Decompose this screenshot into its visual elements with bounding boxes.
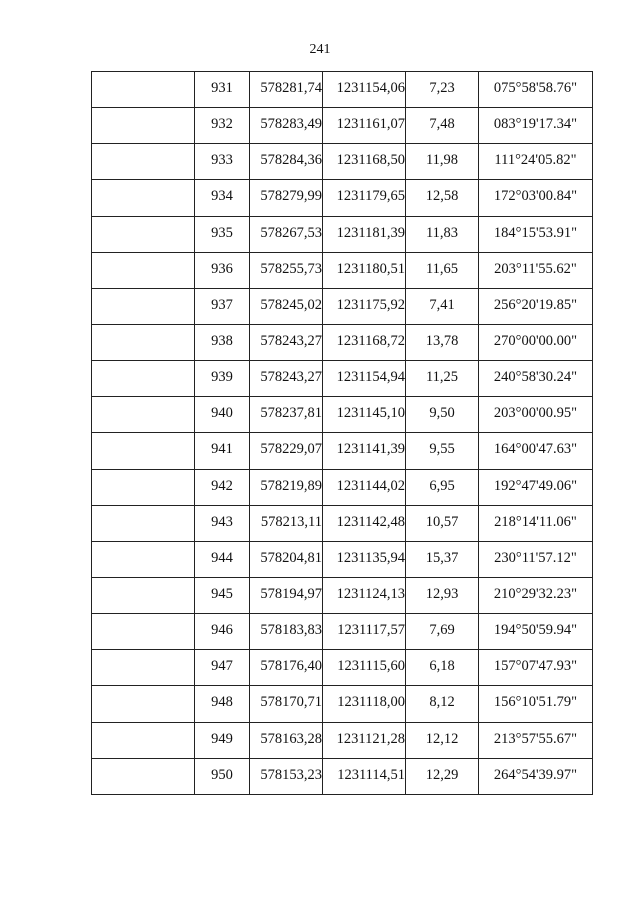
point-number-cell: 941 — [195, 433, 250, 469]
y-coordinate-cell: 1231181,39 — [323, 216, 406, 252]
x-coordinate-cell: 578283,49 — [250, 108, 323, 144]
table-row — [92, 288, 593, 324]
y-coordinate-cell: 1231114,51 — [323, 758, 406, 794]
y-coordinate-cell: 1231117,57 — [323, 614, 406, 650]
y-coordinate-cell: 1231180,51 — [323, 252, 406, 288]
y-coordinate-cell: 1231154,06 — [323, 72, 406, 108]
direction-angle-cell: 184°15'53.91" — [479, 216, 593, 252]
table-row — [92, 397, 593, 433]
empty-cell — [92, 541, 195, 577]
direction-angle-cell: 240°58'30.24" — [479, 361, 593, 397]
point-number-cell: 942 — [195, 469, 250, 505]
table-row — [92, 324, 593, 360]
distance-cell: 12,29 — [406, 758, 479, 794]
direction-angle-cell: 230°11'57.12" — [479, 541, 593, 577]
direction-angle-cell: 264°54'39.97" — [479, 758, 593, 794]
table-row — [92, 252, 593, 288]
distance-cell: 11,83 — [406, 216, 479, 252]
empty-cell — [92, 108, 195, 144]
direction-angle-cell: 164°00'47.63" — [479, 433, 593, 469]
direction-angle-cell: 270°00'00.00" — [479, 324, 593, 360]
x-coordinate-cell: 578237,81 — [250, 397, 323, 433]
direction-angle-cell: 111°24'05.82" — [479, 144, 593, 180]
point-number-cell: 932 — [195, 108, 250, 144]
distance-cell: 12,58 — [406, 180, 479, 216]
table-row — [92, 144, 593, 180]
x-coordinate-cell: 578229,07 — [250, 433, 323, 469]
point-number-cell: 950 — [195, 758, 250, 794]
coordinates-table — [91, 71, 593, 795]
direction-angle-cell: 083°19'17.34" — [479, 108, 593, 144]
point-number-cell: 938 — [195, 324, 250, 360]
point-number-cell: 940 — [195, 397, 250, 433]
point-number-cell: 947 — [195, 650, 250, 686]
point-number-cell: 949 — [195, 722, 250, 758]
x-coordinate-cell: 578204,81 — [250, 541, 323, 577]
y-coordinate-cell: 1231121,28 — [323, 722, 406, 758]
x-coordinate-cell: 578284,36 — [250, 144, 323, 180]
distance-cell: 15,37 — [406, 541, 479, 577]
x-coordinate-cell: 578170,71 — [250, 686, 323, 722]
table-row — [92, 72, 593, 108]
page-number: 241 — [309, 42, 331, 57]
table-row — [92, 650, 593, 686]
direction-angle-cell: 218°14'11.06" — [479, 505, 593, 541]
table-row — [92, 469, 593, 505]
empty-cell — [92, 252, 195, 288]
table-row — [92, 614, 593, 650]
distance-cell: 11,65 — [406, 252, 479, 288]
empty-cell — [92, 288, 195, 324]
table-row — [92, 541, 593, 577]
x-coordinate-cell: 578279,99 — [250, 180, 323, 216]
y-coordinate-cell: 1231175,92 — [323, 288, 406, 324]
direction-angle-cell: 075°58'58.76" — [479, 72, 593, 108]
direction-angle-cell: 172°03'00.84" — [479, 180, 593, 216]
point-number-cell: 945 — [195, 577, 250, 613]
x-coordinate-cell: 578281,74 — [250, 72, 323, 108]
distance-cell: 7,23 — [406, 72, 479, 108]
table-row — [92, 216, 593, 252]
distance-cell: 7,41 — [406, 288, 479, 324]
distance-cell: 9,50 — [406, 397, 479, 433]
empty-cell — [92, 469, 195, 505]
empty-cell — [92, 216, 195, 252]
x-coordinate-cell: 578267,53 — [250, 216, 323, 252]
distance-cell: 11,25 — [406, 361, 479, 397]
distance-cell: 9,55 — [406, 433, 479, 469]
y-coordinate-cell: 1231135,94 — [323, 541, 406, 577]
point-number-cell: 944 — [195, 541, 250, 577]
distance-cell: 7,69 — [406, 614, 479, 650]
point-number-cell: 936 — [195, 252, 250, 288]
coordinates-table-body — [92, 72, 593, 795]
empty-cell — [92, 72, 195, 108]
table-row — [92, 180, 593, 216]
y-coordinate-cell: 1231142,48 — [323, 505, 406, 541]
x-coordinate-cell: 578153,23 — [250, 758, 323, 794]
distance-cell: 10,57 — [406, 505, 479, 541]
table-row — [92, 577, 593, 613]
table-row — [92, 505, 593, 541]
table-row — [92, 361, 593, 397]
y-coordinate-cell: 1231144,02 — [323, 469, 406, 505]
direction-angle-cell: 213°57'55.67" — [479, 722, 593, 758]
x-coordinate-cell: 578255,73 — [250, 252, 323, 288]
distance-cell: 7,48 — [406, 108, 479, 144]
y-coordinate-cell: 1231168,50 — [323, 144, 406, 180]
y-coordinate-cell: 1231118,00 — [323, 686, 406, 722]
empty-cell — [92, 324, 195, 360]
empty-cell — [92, 433, 195, 469]
table-row — [92, 433, 593, 469]
y-coordinate-cell: 1231141,39 — [323, 433, 406, 469]
point-number-cell: 935 — [195, 216, 250, 252]
empty-cell — [92, 686, 195, 722]
distance-cell: 8,12 — [406, 686, 479, 722]
empty-cell — [92, 758, 195, 794]
y-coordinate-cell: 1231145,10 — [323, 397, 406, 433]
x-coordinate-cell: 578194,97 — [250, 577, 323, 613]
table-row — [92, 722, 593, 758]
point-number-cell: 939 — [195, 361, 250, 397]
x-coordinate-cell: 578243,27 — [250, 324, 323, 360]
y-coordinate-cell: 1231154,94 — [323, 361, 406, 397]
point-number-cell: 946 — [195, 614, 250, 650]
empty-cell — [92, 650, 195, 686]
point-number-cell: 933 — [195, 144, 250, 180]
empty-cell — [92, 614, 195, 650]
distance-cell: 11,98 — [406, 144, 479, 180]
distance-cell: 13,78 — [406, 324, 479, 360]
point-number-cell: 948 — [195, 686, 250, 722]
x-coordinate-cell: 578176,40 — [250, 650, 323, 686]
x-coordinate-cell: 578245,02 — [250, 288, 323, 324]
point-number-cell: 931 — [195, 72, 250, 108]
direction-angle-cell: 156°10'51.79" — [479, 686, 593, 722]
x-coordinate-cell: 578213,11 — [250, 505, 323, 541]
distance-cell: 12,12 — [406, 722, 479, 758]
table-row — [92, 686, 593, 722]
distance-cell: 12,93 — [406, 577, 479, 613]
point-number-cell: 934 — [195, 180, 250, 216]
x-coordinate-cell: 578243,27 — [250, 361, 323, 397]
x-coordinate-cell: 578183,83 — [250, 614, 323, 650]
empty-cell — [92, 180, 195, 216]
direction-angle-cell: 192°47'49.06" — [479, 469, 593, 505]
empty-cell — [92, 144, 195, 180]
y-coordinate-cell: 1231168,72 — [323, 324, 406, 360]
empty-cell — [92, 361, 195, 397]
y-coordinate-cell: 1231115,60 — [323, 650, 406, 686]
direction-angle-cell: 157°07'47.93" — [479, 650, 593, 686]
point-number-cell: 943 — [195, 505, 250, 541]
distance-cell: 6,95 — [406, 469, 479, 505]
y-coordinate-cell: 1231161,07 — [323, 108, 406, 144]
empty-cell — [92, 577, 195, 613]
y-coordinate-cell: 1231124,13 — [323, 577, 406, 613]
x-coordinate-cell: 578219,89 — [250, 469, 323, 505]
table-row — [92, 758, 593, 794]
empty-cell — [92, 505, 195, 541]
point-number-cell: 937 — [195, 288, 250, 324]
table-row — [92, 108, 593, 144]
direction-angle-cell: 203°11'55.62" — [479, 252, 593, 288]
direction-angle-cell: 194°50'59.94" — [479, 614, 593, 650]
x-coordinate-cell: 578163,28 — [250, 722, 323, 758]
y-coordinate-cell: 1231179,65 — [323, 180, 406, 216]
direction-angle-cell: 210°29'32.23" — [479, 577, 593, 613]
distance-cell: 6,18 — [406, 650, 479, 686]
empty-cell — [92, 722, 195, 758]
empty-cell — [92, 397, 195, 433]
direction-angle-cell: 203°00'00.95" — [479, 397, 593, 433]
direction-angle-cell: 256°20'19.85" — [479, 288, 593, 324]
